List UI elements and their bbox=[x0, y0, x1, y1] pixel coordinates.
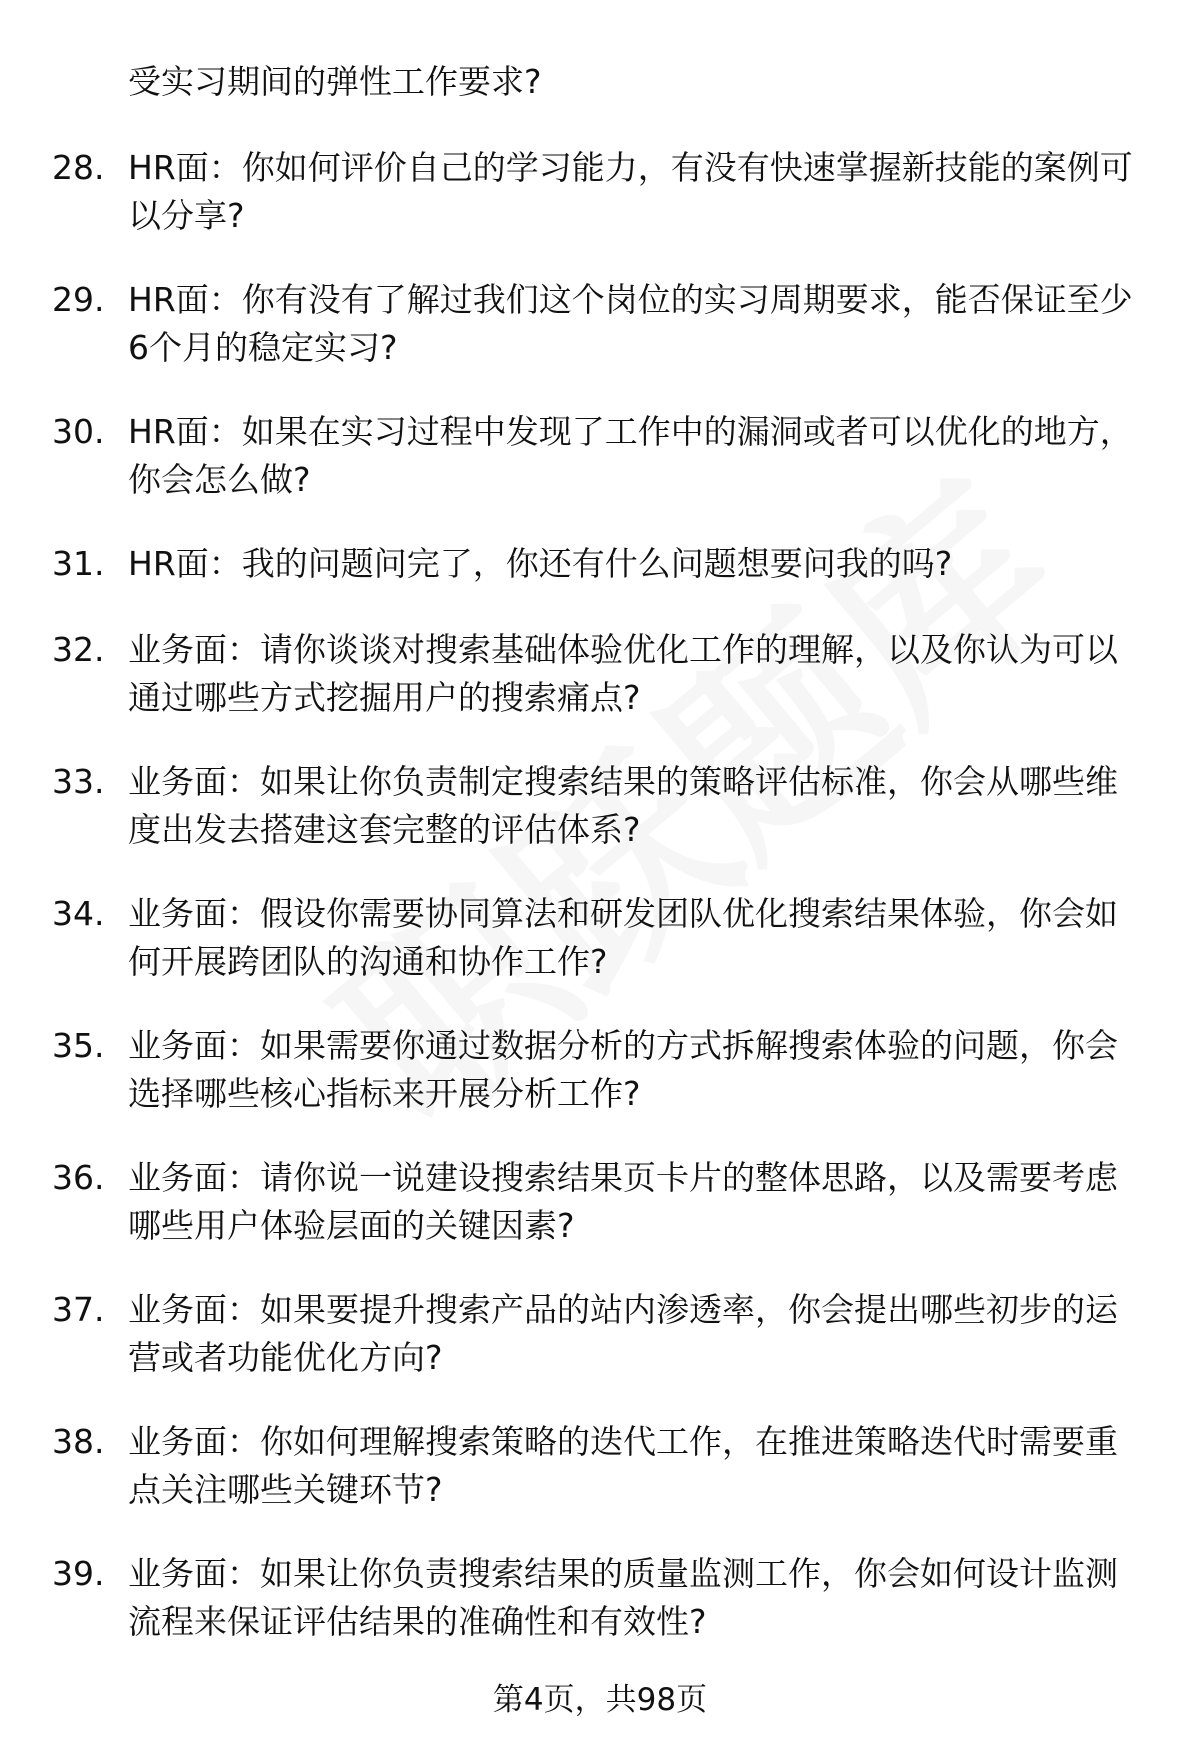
question-text: 业务面：如果需要你通过数据分析的方式拆解搜索体验的问题，你会选择哪些核心指标来开展分析工作? bbox=[128, 1026, 1118, 1113]
question-text: 业务面：你如何理解搜索策略的迭代工作，在推进策略迭代时需要重点关注哪些关键环节? bbox=[128, 1422, 1118, 1509]
list-item bbox=[0, 890, 1200, 1022]
question-text: 业务面：如果要提升搜索产品的站内渗透率，你会提出哪些初步的运营或者功能优化方向? bbox=[128, 1290, 1118, 1377]
question-text: 业务面：如果让你负责制定搜索结果的策略评估标准，你会从哪些维度出发去搭建这套完整的评估体系? bbox=[128, 762, 1118, 849]
question-text: HR面：如果在实习过程中发现了工作中的漏洞或者可以优化的地方，你会怎么做? bbox=[128, 412, 1133, 499]
question-number: 31. bbox=[52, 544, 105, 583]
question-text: HR面：你有没有了解过我们这个岗位的实习周期要求，能否保证至少6个月的稳定实习? bbox=[128, 280, 1133, 367]
question-text: 业务面：假设你需要协同算法和研发团队优化搜索结果体验，你会如何开展跨团队的沟通和协作工作? bbox=[128, 894, 1118, 981]
list-item bbox=[0, 276, 1200, 408]
question-number: 32. bbox=[52, 630, 105, 669]
question-text: 业务面：如果让你负责搜索结果的质量监测工作，你会如何设计监测流程来保证评估结果的准确性和有效性? bbox=[128, 1554, 1118, 1641]
question-number: 28. bbox=[52, 148, 105, 187]
page-footer: 第4页，共98页 bbox=[492, 1682, 708, 1718]
list-item bbox=[0, 144, 1200, 276]
list-item bbox=[0, 1022, 1200, 1154]
question-number: 33. bbox=[52, 762, 105, 801]
question-text: 业务面：请你谈谈对搜索基础体验优化工作的理解，以及你认为可以通过哪些方式挖掘用户的搜索痛点? bbox=[128, 630, 1118, 717]
list-item bbox=[0, 1418, 1200, 1550]
question-text: HR面：我的问题问完了，你还有什么问题想要问我的吗? bbox=[128, 544, 953, 583]
list-item bbox=[0, 1550, 1200, 1682]
list-item bbox=[0, 540, 1200, 626]
question-number: 38. bbox=[52, 1422, 105, 1461]
question-number: 30. bbox=[52, 412, 105, 451]
list-item bbox=[0, 408, 1200, 540]
question-list bbox=[0, 144, 1200, 1682]
list-item bbox=[0, 758, 1200, 890]
question-text: 业务面：请你说一说建设搜索结果页卡片的整体思路，以及需要考虑哪些用户体验层面的关键因素? bbox=[128, 1158, 1118, 1245]
question-number: 34. bbox=[52, 894, 105, 933]
question-text: HR面：你如何评价自己的学习能力，有没有快速掌握新技能的案例可以分享? bbox=[128, 148, 1133, 235]
question-number: 29. bbox=[52, 280, 105, 319]
list-item bbox=[0, 626, 1200, 758]
question-number: 39. bbox=[52, 1554, 105, 1593]
continuation-text: 受实习期间的弹性工作要求? bbox=[128, 62, 542, 101]
question-number: 35. bbox=[52, 1026, 105, 1065]
question-number: 37. bbox=[52, 1290, 105, 1329]
list-item bbox=[0, 1154, 1200, 1286]
question-number: 36. bbox=[52, 1158, 105, 1197]
list-item bbox=[0, 1286, 1200, 1418]
